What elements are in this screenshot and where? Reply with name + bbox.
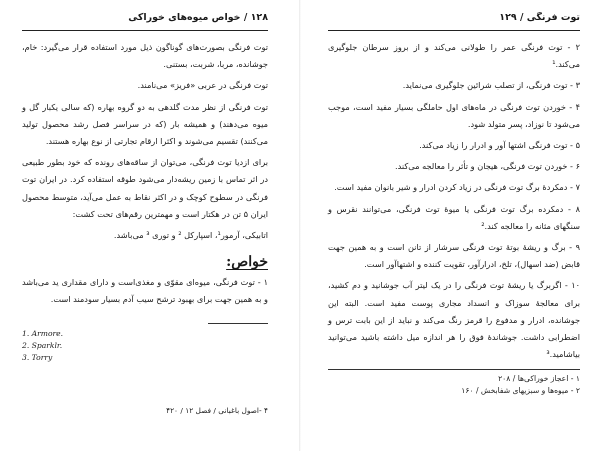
right-paragraph: ۲ - توت فرنگی عمر را طولانی می‌کند و از بروز سرطان جلوگیری می‌کند.¹ bbox=[328, 42, 580, 70]
right-paragraph: ۴ - خوردن توت فرنگی در ماه‌های اول حاملگی بسیار مفید است، موجب می‌شود تا نوزاد، پسر متولد شود. bbox=[328, 101, 580, 129]
left-paragraph: اتابیکی، آرمور¹، اسپارکل ² و توری ³ می‌باشد. bbox=[113, 230, 268, 241]
section-heading: خواص: bbox=[226, 254, 268, 271]
right-page-header: توت فرنگی / ۱۲۹ bbox=[499, 12, 580, 23]
right-paragraph: ۳ - توت فرنگی، از تصلب شرائین جلوگیری می‌نماید. bbox=[402, 80, 580, 91]
left-paragraph: برای ازدیا توت فرنگی، می‌توان از ساقه‌های رونده که خود بطور طبیعی در اثر تماس با زمین ریشه‌دار می‌شود طوقه استفاده کرد. در ایران توت فرنگی در سطوح کوچک و در اکثر نقاط به عمل می‌آید، متوسط محصول ایران ۵ تن در هکتار است و مهمترین رقم‌های تحت کشت: bbox=[22, 157, 268, 219]
right-paragraph: ۱۰ - اگربرگ یا ریشهٔ توت فرنگی را در یک لیتر آب جوشانید و دم کشید، برای معالجهٔ سوزاک و انسداد مجاری پوست مفید است. البته این جوشانده، ادرار و مدفوع را قرمز رنگ می‌کند و نباید از این بابت ترس و اضطرابی داشت. جوشاندهٔ فوق را هر اندازه میل داشته باشید می‌توانید بیاشامید.³ bbox=[328, 280, 580, 360]
left-header-rule bbox=[22, 30, 268, 31]
right-paragraph: ۷ - دمکردهٔ برگ توت فرنگی در زیاد کردن ادرار و شیر بانوان مفید است. bbox=[334, 182, 580, 193]
footnote: ۲ - میوه‌ها و سبزیهای شفابخش / ۱۶۰ bbox=[461, 386, 580, 396]
footnote: 1. Armore. bbox=[22, 328, 64, 338]
footnote: 3. Torry bbox=[22, 352, 53, 362]
footnote-rule bbox=[208, 323, 268, 324]
properties-paragraph: ۱ - توت فرنگی، میوه‌ای مقوّی و مغذی‌است و دارای مقداری ید می‌باشد و به همین جهت برای بهبود ترشح سیب آدم بسیار سودمند است. bbox=[22, 277, 268, 305]
right-paragraph: ۶ - خوردن توت فرنگی، هیجان و تأثر را معالجه می‌کند. bbox=[394, 161, 580, 172]
right-header-rule bbox=[328, 30, 580, 31]
left-page-header: ۱۲۸ / خواص میوه‌های خوراکی bbox=[128, 12, 268, 23]
right-page bbox=[300, 0, 600, 451]
right-paragraph: ۸ - دمکرده برگ توت فرنگی یا میوهٔ توت فرنگی، می‌توانند نقرس و سنگهای مثانه را معالجه کند.² bbox=[328, 203, 580, 231]
left-paragraph: توت فرنگی بصورت‌های گوناگون ذیل مورد استفاده قرار می‌گیرد: خام، جوشانده، مربا، شربت، بستنی. bbox=[22, 42, 268, 70]
left-footnotes bbox=[22, 328, 268, 364]
footnote: 2. Sparklr. bbox=[22, 340, 63, 350]
right-paragraph: ۵ - توت فرنگی اشتها آور و ادرار را زیاد می‌کند. bbox=[419, 140, 580, 151]
left-paragraph: توت فرنگی از نظر مدت گلدهی به دو گروه بهاره (که سالی یکبار گل و میوه می‌دهند) و همیشه بار (که در سراسر فصل رشد محصول تولید می‌کنند) تقسیم می‌شوند و اکثرا ارقام تجارتی از نوع بهاره هستند. bbox=[22, 101, 268, 147]
right-footnotes bbox=[328, 369, 580, 397]
footnote: ۱ - اعجاز خوراکی‌ها / ۲۰۸ bbox=[498, 374, 580, 384]
right-paragraph: ۹ - برگ و ریشهٔ بوتهٔ توت فرنگی سرشار از تانن است و به همین جهت قابض (ضد اسهال)، تلخ، ادرارآور، تقویت کننده و اشتهاآور است. bbox=[328, 242, 580, 270]
left-page-footer: ۴ -اصول باغبانی / فصل ۱۲ / ۴۲۰ bbox=[166, 406, 268, 415]
left-paragraph: توت فرنگی در عربی «فریز» می‌نامند. bbox=[137, 80, 268, 91]
